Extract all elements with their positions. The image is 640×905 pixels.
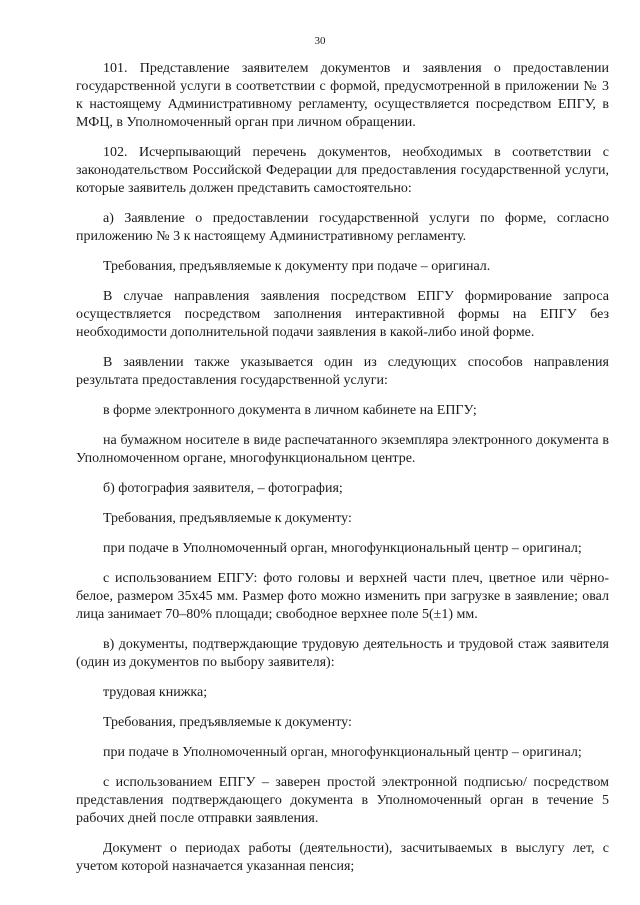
paragraph-delivery-electronic: в форме электронного документа в личном кабинете на ЕПГУ; <box>103 403 477 418</box>
paragraph-101: 101. Представление заявителем документов и заявления о предоставлении государственной услуги в соответствии с формой, предусмотренной в приложении № 3 к настоящему Административному регламенту, осуществляется посредством ЕПГУ, в МФЦ, в Уполномоченный орган при личном обращении. <box>76 61 609 130</box>
paragraph-b-in-person: при подаче в Уполномоченный орган, многофункциональный центр – оригинал; <box>103 541 582 556</box>
paragraph-item-c: в) документы, подтверждающие трудовую деятельность и трудовой стаж заявителя (один из документов по выбору заявителя): <box>76 637 609 670</box>
paragraph-requirements-c: Требования, предъявляемые к документу: <box>103 715 352 730</box>
document-body <box>76 60 609 888</box>
paragraph-requirements-b: Требования, предъявляемые к документу: <box>103 511 352 526</box>
paragraph-delivery-paper: на бумажном носителе в виде распечатанного экземпляра электронного документа в Уполномоченном органе, многофункциональном центре. <box>76 433 609 466</box>
paragraph-item-a: а) Заявление о предоставлении государственной услуги по форме, согласно приложению № 3 к настоящему Административному регламенту. <box>76 211 609 244</box>
paragraph-work-periods: Документ о периодах работы (деятельности), засчитываемых в выслугу лет, с учетом которой назначается указанная пенсия; <box>76 841 609 874</box>
paragraph-c-epgu: с использованием ЕПГУ – заверен простой электронной подписью/ посредством представления подтверждающего документа в Уполномоченный орган в течение 5 рабочих дней после отправки заявления. <box>76 775 609 826</box>
paragraph-c-in-person: при подаче в Уполномоченный орган, многофункциональный центр – оригинал; <box>103 745 582 760</box>
page-number: 30 <box>314 35 326 47</box>
paragraph-delivery-methods: В заявлении также указывается один из следующих способов направления результата предоставления государственной услуги: <box>76 355 609 388</box>
paragraph-102: 102. Исчерпывающий перечень документов, необходимых в соответствии с законодательством Российской Федерации для предоставления государственной услуги, которые заявитель должен представить самостоятельно: <box>76 145 609 196</box>
paragraph-requirements-a: Требования, предъявляемые к документу при подаче – оригинал. <box>103 259 491 274</box>
paragraph-item-b: б) фотография заявителя, – фотография; <box>103 481 343 496</box>
paragraph-epgu-request: В случае направления заявления посредством ЕПГУ формирование запроса осуществляется посредством заполнения интерактивной формы на ЕПГУ без необходимости дополнительной подачи заявления в какой-либо иной форме. <box>76 289 609 340</box>
paragraph-labor-book: трудовая книжка; <box>103 685 208 700</box>
paragraph-b-epgu-photo: с использованием ЕПГУ: фото головы и верхней части плеч, цветное или чёрно-белое, размером 35x45 мм. Размер фото можно изменить при загрузке в заявление; овал лица занимает 70–80% площади; свободное верхнее поле 5(±1) мм. <box>76 571 609 622</box>
